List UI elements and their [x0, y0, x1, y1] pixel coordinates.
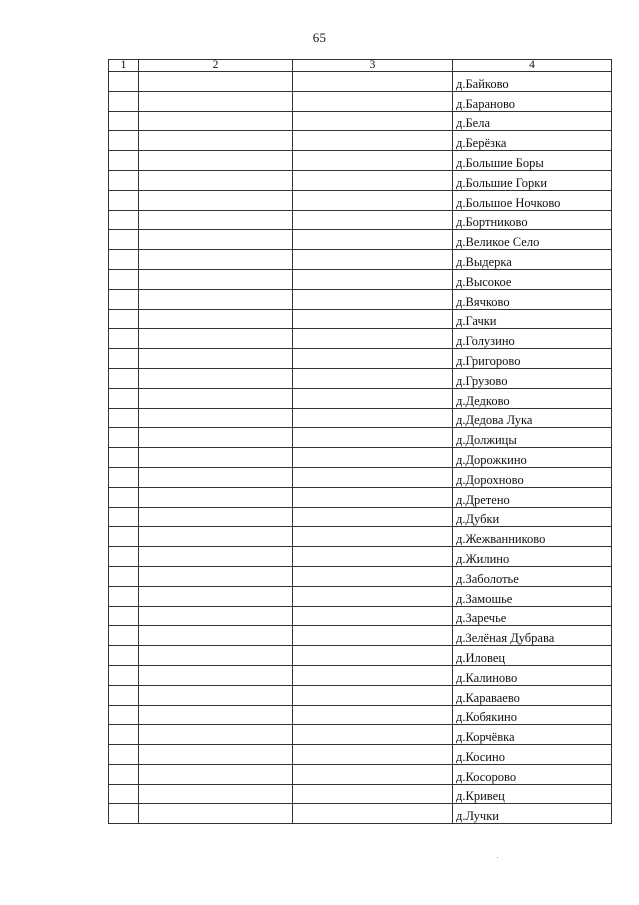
table-cell-empty	[109, 170, 139, 190]
table-cell-empty	[109, 329, 139, 349]
table-row	[109, 309, 612, 329]
table-cell-empty	[139, 388, 293, 408]
table-row	[109, 487, 612, 507]
table-cell-empty	[293, 190, 453, 210]
table-cell-empty	[109, 685, 139, 705]
table-cell-empty	[293, 646, 453, 666]
table-row	[109, 764, 612, 784]
table-cell-empty	[139, 685, 293, 705]
table-cell-empty	[293, 250, 453, 270]
table-cell-empty	[293, 606, 453, 626]
table-cell-empty	[139, 269, 293, 289]
table-row	[109, 91, 612, 111]
settlement-name-cell: д.Дорожкино	[453, 448, 612, 468]
table-row	[109, 448, 612, 468]
settlement-name-cell: д.Большие Горки	[453, 170, 612, 190]
table-cell-empty	[109, 190, 139, 210]
settlement-name-cell: д.Дретено	[453, 487, 612, 507]
table-cell-empty	[139, 289, 293, 309]
settlement-name-cell: д.Заречье	[453, 606, 612, 626]
table-cell-empty	[139, 586, 293, 606]
table-cell-empty	[139, 230, 293, 250]
settlement-name-cell: д.Кобякино	[453, 705, 612, 725]
table-cell-empty	[109, 111, 139, 131]
table-cell-empty	[293, 586, 453, 606]
table-cell-empty	[109, 250, 139, 270]
table-cell-empty	[109, 566, 139, 586]
settlement-name-cell: д.Дорохново	[453, 467, 612, 487]
table-cell-empty	[139, 210, 293, 230]
table-row	[109, 131, 612, 151]
table-cell-empty	[293, 170, 453, 190]
table-cell-empty	[139, 408, 293, 428]
table-cell-empty	[109, 428, 139, 448]
table-cell-empty	[139, 448, 293, 468]
column-header-3: 3	[293, 60, 453, 72]
table-cell-empty	[139, 72, 293, 92]
table-cell-empty	[139, 329, 293, 349]
settlement-name-cell: д.Голузино	[453, 329, 612, 349]
table-cell-empty	[139, 428, 293, 448]
settlement-name-cell: д.Зелёная Дубрава	[453, 626, 612, 646]
table-cell-empty	[139, 646, 293, 666]
scan-speck	[497, 857, 498, 858]
table-cell-empty	[293, 784, 453, 804]
table-cell-empty	[293, 745, 453, 765]
table-row	[109, 190, 612, 210]
settlement-name-cell: д.Жежванниково	[453, 527, 612, 547]
table-row	[109, 527, 612, 547]
table-cell-empty	[139, 250, 293, 270]
settlement-name-cell: д.Гачки	[453, 309, 612, 329]
table-cell-empty	[139, 467, 293, 487]
table-row	[109, 368, 612, 388]
table-cell-empty	[139, 665, 293, 685]
settlement-name-cell: д.Грузово	[453, 368, 612, 388]
settlement-name-cell: д.Выдерка	[453, 250, 612, 270]
table-row	[109, 230, 612, 250]
table-cell-empty	[109, 408, 139, 428]
settlement-name-cell: д.Корчёвка	[453, 725, 612, 745]
table-cell-empty	[139, 606, 293, 626]
table-row	[109, 665, 612, 685]
table-cell-empty	[109, 448, 139, 468]
table-row	[109, 151, 612, 171]
settlement-name-cell: д.Должицы	[453, 428, 612, 448]
table-cell-empty	[109, 606, 139, 626]
table-row	[109, 586, 612, 606]
table-cell-empty	[109, 151, 139, 171]
settlement-name-cell: д.Косорово	[453, 764, 612, 784]
settlement-name-cell: д.Бела	[453, 111, 612, 131]
table-cell-empty	[139, 487, 293, 507]
table-row	[109, 388, 612, 408]
table-cell-empty	[139, 784, 293, 804]
table-cell-empty	[293, 665, 453, 685]
table-cell-empty	[139, 764, 293, 784]
table-row	[109, 428, 612, 448]
table-cell-empty	[293, 487, 453, 507]
table-cell-empty	[293, 547, 453, 567]
table-cell-empty	[293, 804, 453, 824]
table-cell-empty	[293, 705, 453, 725]
table-row	[109, 289, 612, 309]
table-cell-empty	[293, 626, 453, 646]
settlement-name-cell: д.Жилино	[453, 547, 612, 567]
table-cell-empty	[293, 408, 453, 428]
table-row	[109, 566, 612, 586]
table-cell-empty	[109, 547, 139, 567]
table-row	[109, 349, 612, 369]
table-row	[109, 111, 612, 131]
table-cell-empty	[139, 745, 293, 765]
settlement-name-cell: д.Замошье	[453, 586, 612, 606]
table-cell-empty	[109, 745, 139, 765]
table-cell-empty	[109, 467, 139, 487]
table-cell-empty	[139, 190, 293, 210]
table-cell-empty	[109, 210, 139, 230]
settlement-name-cell: д.Дедково	[453, 388, 612, 408]
settlement-name-cell: д.Калиново	[453, 665, 612, 685]
settlement-name-cell: д.Великое Село	[453, 230, 612, 250]
table-cell-empty	[139, 151, 293, 171]
table-cell-empty	[293, 91, 453, 111]
table-cell-empty	[109, 626, 139, 646]
settlement-name-cell: д.Бортниково	[453, 210, 612, 230]
table-cell-empty	[293, 210, 453, 230]
table-cell-empty	[293, 131, 453, 151]
table-row	[109, 626, 612, 646]
settlement-name-cell: д.Григорово	[453, 349, 612, 369]
settlement-name-cell: д.Лучки	[453, 804, 612, 824]
table-cell-empty	[293, 685, 453, 705]
table-cell-empty	[109, 487, 139, 507]
column-header-1: 1	[109, 60, 139, 72]
table-cell-empty	[109, 764, 139, 784]
table-cell-empty	[139, 725, 293, 745]
table-cell-empty	[109, 230, 139, 250]
table-cell-empty	[139, 527, 293, 547]
table-body	[109, 72, 612, 824]
table-cell-empty	[109, 784, 139, 804]
table-cell-empty	[293, 289, 453, 309]
table-row	[109, 685, 612, 705]
settlement-name-cell: д.Косино	[453, 745, 612, 765]
table-cell-empty	[293, 151, 453, 171]
table-cell-empty	[139, 131, 293, 151]
settlements-table	[108, 59, 612, 824]
table-cell-empty	[293, 329, 453, 349]
table-row	[109, 646, 612, 666]
table-row	[109, 467, 612, 487]
table-cell-empty	[293, 725, 453, 745]
table-cell-empty	[293, 388, 453, 408]
table-row	[109, 210, 612, 230]
table-cell-empty	[109, 91, 139, 111]
table-cell-empty	[109, 725, 139, 745]
settlement-name-cell: д.Заболотье	[453, 566, 612, 586]
table-cell-empty	[139, 349, 293, 369]
table-cell-empty	[139, 111, 293, 131]
table-row	[109, 72, 612, 92]
settlement-name-cell: д.Байково	[453, 72, 612, 92]
table-row	[109, 705, 612, 725]
table-row	[109, 408, 612, 428]
settlement-name-cell: д.Бараново	[453, 91, 612, 111]
table-cell-empty	[293, 349, 453, 369]
table-row	[109, 250, 612, 270]
settlement-name-cell: д.Кривец	[453, 784, 612, 804]
settlement-name-cell: д.Дедова Лука	[453, 408, 612, 428]
table-cell-empty	[293, 527, 453, 547]
table-cell-empty	[139, 91, 293, 111]
settlement-name-cell: д.Большое Ночково	[453, 190, 612, 210]
table-cell-empty	[109, 527, 139, 547]
table-cell-empty	[109, 368, 139, 388]
table-cell-empty	[293, 230, 453, 250]
column-header-4: 4	[453, 60, 612, 72]
table-cell-empty	[109, 269, 139, 289]
table-cell-empty	[293, 566, 453, 586]
table-cell-empty	[109, 804, 139, 824]
table-cell-empty	[293, 467, 453, 487]
column-header-2: 2	[139, 60, 293, 72]
table-cell-empty	[109, 586, 139, 606]
table-row	[109, 804, 612, 824]
settlement-name-cell: д.Вячково	[453, 289, 612, 309]
table-cell-empty	[109, 507, 139, 527]
settlement-name-cell: д.Иловец	[453, 646, 612, 666]
table-cell-empty	[109, 665, 139, 685]
table-cell-empty	[293, 72, 453, 92]
table-row	[109, 269, 612, 289]
table-cell-empty	[293, 507, 453, 527]
table-cell-empty	[109, 646, 139, 666]
table-row	[109, 606, 612, 626]
settlement-name-cell: д.Караваево	[453, 685, 612, 705]
table-cell-empty	[139, 368, 293, 388]
table-cell-empty	[293, 368, 453, 388]
table-row	[109, 170, 612, 190]
table-cell-empty	[293, 111, 453, 131]
table-cell-empty	[293, 448, 453, 468]
table-cell-empty	[139, 547, 293, 567]
table-cell-empty	[139, 507, 293, 527]
settlement-name-cell: д.Дубки	[453, 507, 612, 527]
table-cell-empty	[139, 170, 293, 190]
table-cell-empty	[293, 428, 453, 448]
table-cell-empty	[139, 626, 293, 646]
table-cell-empty	[109, 705, 139, 725]
table-cell-empty	[109, 72, 139, 92]
table-cell-empty	[109, 289, 139, 309]
table-cell-empty	[109, 388, 139, 408]
settlement-name-cell: д.Большие Боры	[453, 151, 612, 171]
table-row	[109, 329, 612, 349]
table-cell-empty	[293, 269, 453, 289]
table-row	[109, 784, 612, 804]
table-cell-empty	[109, 309, 139, 329]
table-header-row	[109, 60, 612, 72]
table-cell-empty	[139, 804, 293, 824]
page-number: 65	[312, 30, 327, 45]
table-row	[109, 745, 612, 765]
table-row	[109, 507, 612, 527]
table-cell-empty	[139, 705, 293, 725]
table-row	[109, 547, 612, 567]
table-row	[109, 725, 612, 745]
table-cell-empty	[293, 309, 453, 329]
settlement-name-cell: д.Высокое	[453, 269, 612, 289]
table-cell-empty	[139, 566, 293, 586]
table-cell-empty	[293, 764, 453, 784]
settlement-name-cell: д.Берёзка	[453, 131, 612, 151]
table-cell-empty	[109, 349, 139, 369]
table-cell-empty	[139, 309, 293, 329]
table-cell-empty	[109, 131, 139, 151]
